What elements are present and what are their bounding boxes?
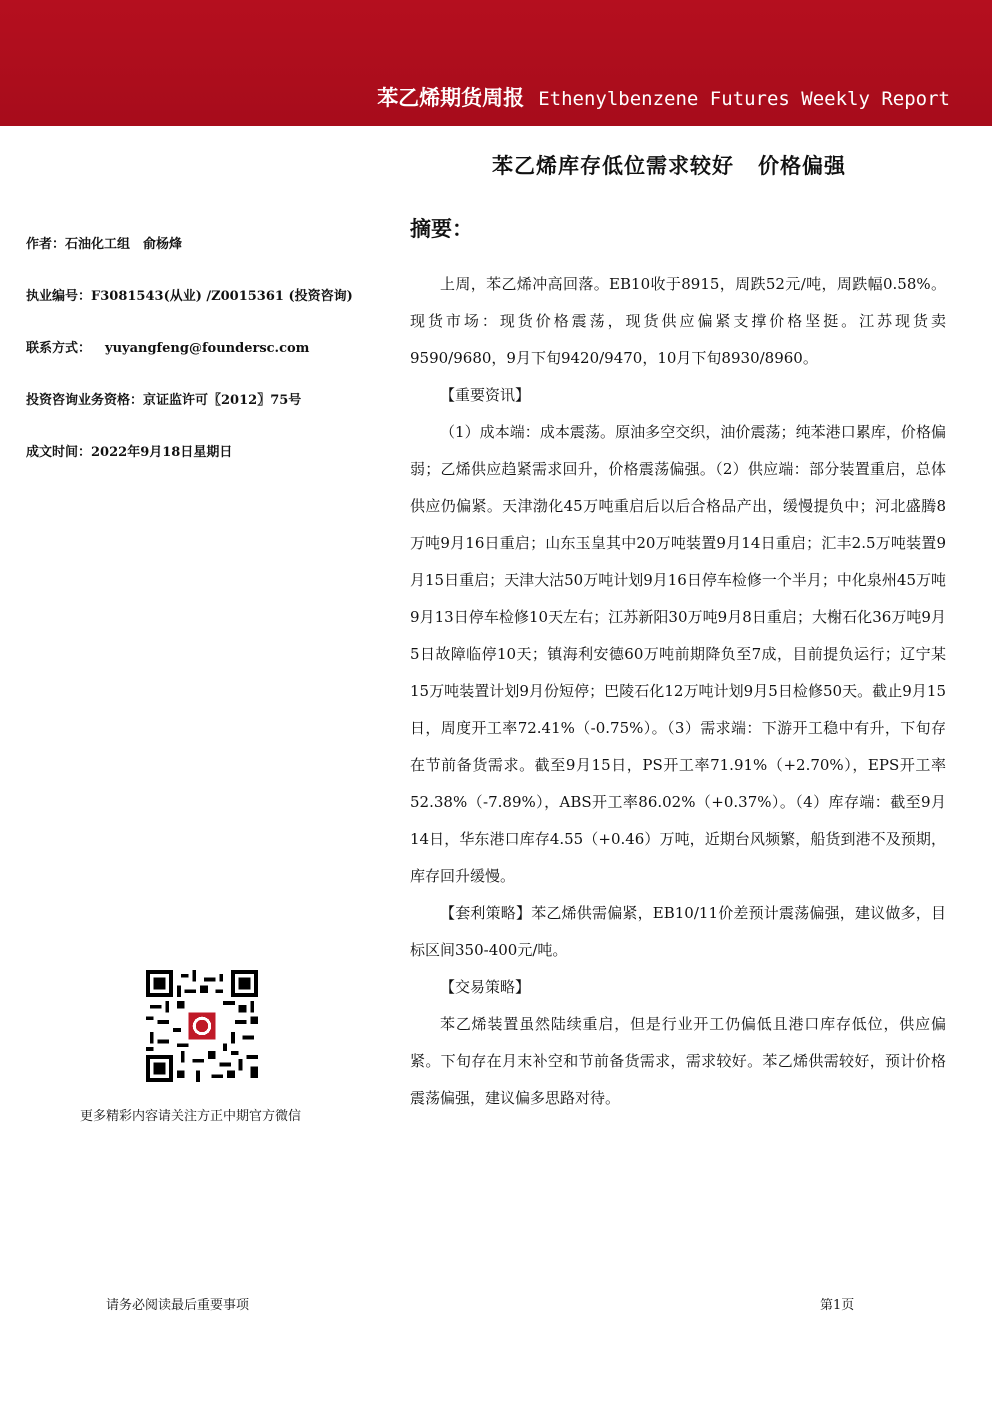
footer-notice: 请务必阅读最后重要事项	[106, 1298, 250, 1313]
date-line	[26, 441, 232, 460]
contact-label: 联系方式：	[26, 341, 92, 356]
heading-news: 【重要资讯】	[440, 386, 531, 404]
author-value: 石油化工组 俞杨烽	[65, 237, 183, 252]
header-banner	[0, 0, 992, 126]
report-title-cn: 苯乙烯期货周报	[377, 86, 525, 110]
date-label: 成文时间：	[26, 445, 92, 460]
contact-email[interactable]: yuyangfeng@foundersc.com	[105, 341, 310, 356]
license-value: F3081543(从业) /Z0015361 (投资咨询)	[91, 289, 353, 304]
paragraph-market: 上周，苯乙烯冲高回落。EB10收于8915，周跌52元/吨，周跌幅0.58%。现货市场：现货价格震荡，现货供应偏紧支撑价格坚挺。江苏现货卖9590/9680，9月下旬9420/9470，10月下旬8930/8960。	[410, 275, 946, 367]
heading-strategy: 【交易策略】	[440, 978, 531, 996]
qualification-line	[26, 389, 301, 408]
headline	[492, 150, 846, 180]
page-number: 第1页	[820, 1298, 855, 1313]
date-value: 2022年9月18日星期日	[91, 445, 233, 460]
paragraph-arbitrage: 【套利策略】苯乙烯供需偏紧，EB10/11价差预计震荡偏强，建议做多，目标区间350-400元/吨。	[410, 904, 946, 959]
license-line	[26, 285, 353, 304]
report-title-en: Ethenylbenzene Futures Weekly Report	[538, 88, 950, 110]
report-title	[377, 84, 950, 113]
paragraph-strategy: 苯乙烯装置虽然陆续重启，但是行业开工仍偏低且港口库存低位，供应偏紧。下旬存在月末补空和节前备货需求，需求较好。苯乙烯供需较好，预计价格震荡偏强，建议偏多思路对待。	[410, 1015, 946, 1107]
qr-caption: 更多精彩内容请关注方正中期官方微信	[80, 1109, 302, 1124]
summary-body	[410, 266, 946, 1117]
license-label: 执业编号：	[26, 289, 92, 304]
headline-part1: 苯乙烯库存低位需求较好	[492, 154, 734, 178]
author-label: 作者：	[26, 237, 66, 252]
paragraph-news: （1）成本端：成本震荡。原油多空交织，油价震荡；纯苯港口累库，价格偏弱；乙烯供应趋紧需求回升，价格震荡偏强。（2）供应端：部分装置重启，总体供应仍偏紧。天津渤化45万吨重启后以后合格品产出，缓慢提负中；河北盛腾8万吨9月16日重启；山东玉皇其中20万吨装置9月14日重启；汇丰2.5万吨装置9月15日重启；天津大沽50万吨计划9月16日停车检修一个半月；中化泉州45万吨9月13日停车检修10天左右；江苏新阳30万吨9月8日重启；大榭石化36万吨9月5日故障临停10天；镇海利安德60万吨前期降负至7成，目前提负运行；辽宁某15万吨装置计划9月份短停；巴陵石化12万吨计划9月5日检修50天。截止9月15日，周度开工率72.41%（-0.75%）。（3）需求端：下游开工稳中有升，下旬存在节前备货需求。截至9月15日，PS开工率71.91%（+2.70%），EPS开工率52.38%（-7.89%），ABS开工率86.02%（+0.37%）。（4）库存端：截至9月14日，华东港口库存4.55（+0.46）万吨，近期台风频繁，船货到港不及预期，库存回升缓慢。	[410, 423, 946, 885]
headline-part2: 价格偏强	[758, 154, 846, 178]
author-line	[26, 233, 182, 252]
qr-code-icon	[146, 970, 258, 1082]
qualification-value: 京证监许可〖2012〗75号	[143, 393, 302, 408]
summary-title: 摘要：	[410, 217, 473, 241]
contact-line	[26, 337, 309, 356]
qualification-label: 投资咨询业务资格：	[26, 393, 144, 408]
